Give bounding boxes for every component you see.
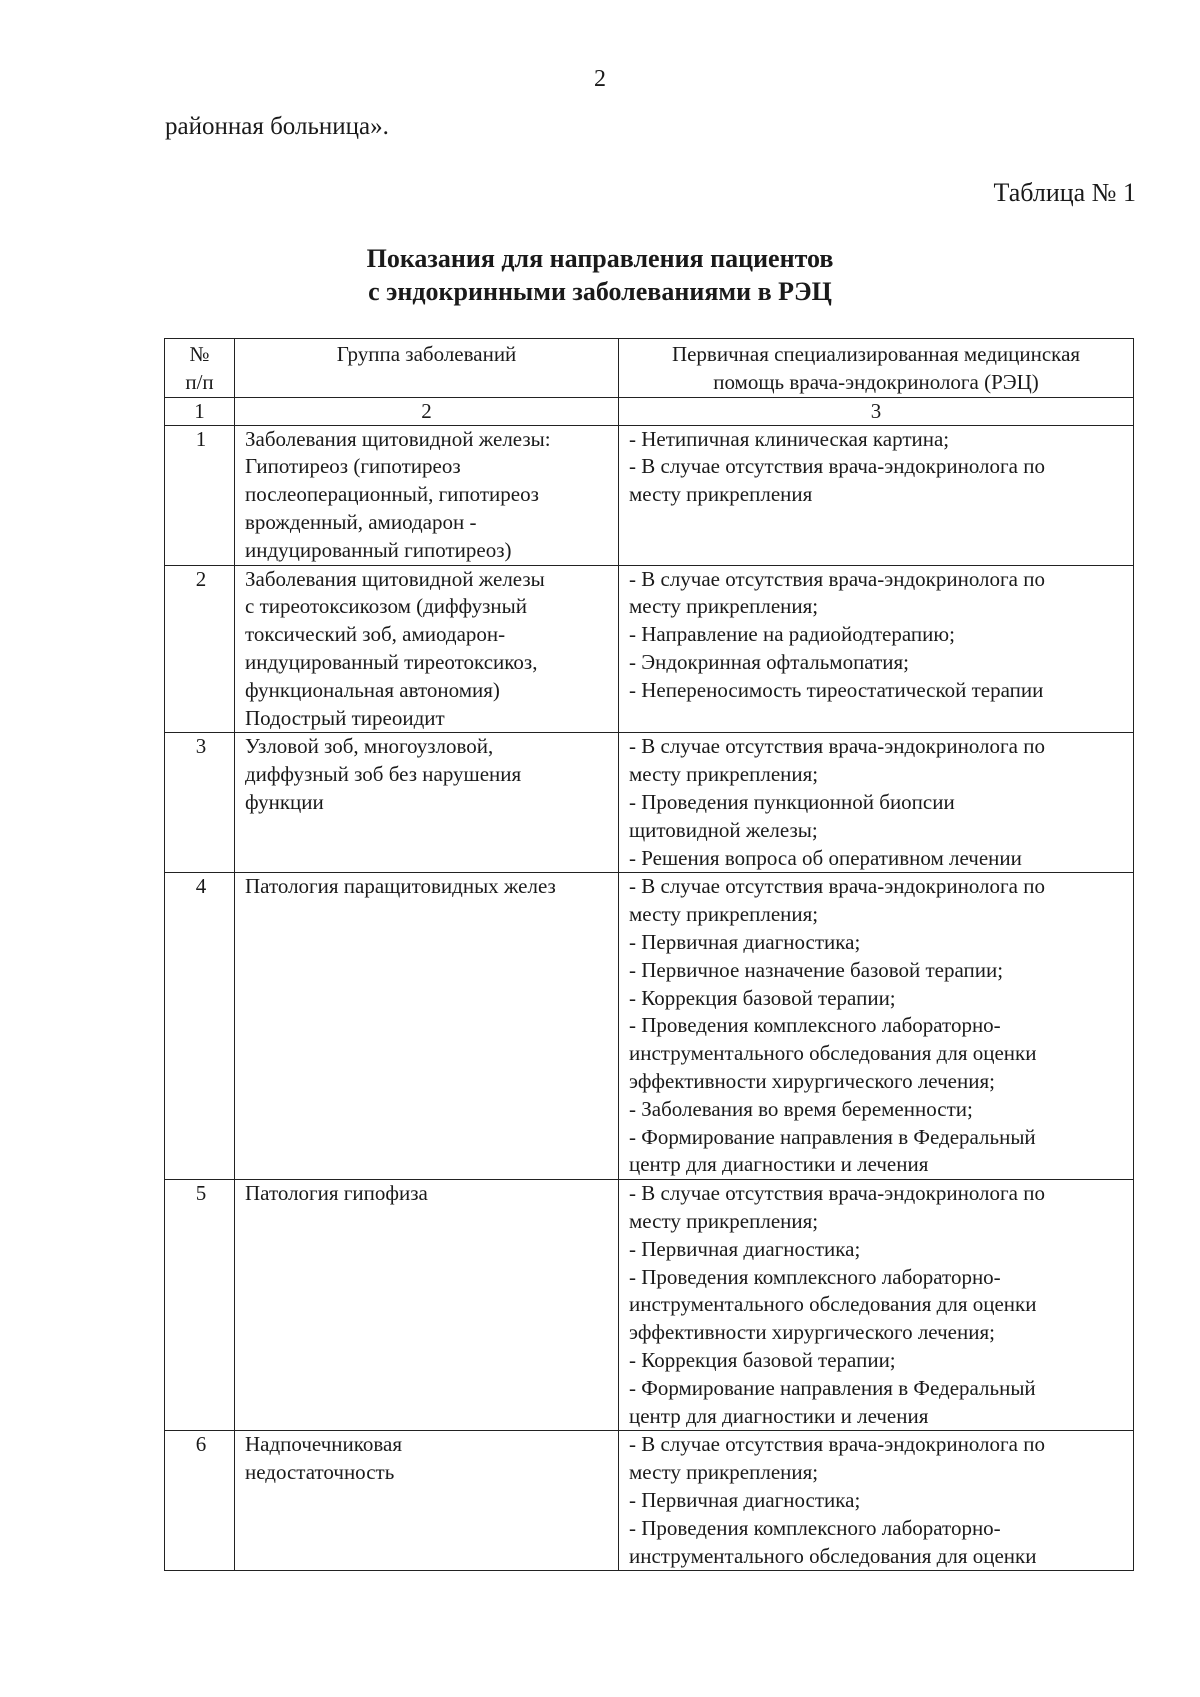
cell-line: - В случае отсутствия врача-эндокринолога по xyxy=(629,1181,1045,1206)
header-care xyxy=(619,339,1134,398)
cell-line: - В случае отсутствия врача-эндокринолога по xyxy=(629,734,1045,759)
cell-line: Надпочечниковая xyxy=(245,1432,403,1457)
cell-line: месту прикрепления; xyxy=(629,594,819,619)
cell-line: - Нетипичная клиническая картина; xyxy=(629,426,950,451)
cell-line: - Проведения комплексного лабораторно- xyxy=(629,1515,1001,1540)
cell-line: - Первичная диагностика; xyxy=(629,929,861,954)
cell-line: токсический зоб, амиодарон- xyxy=(245,622,506,647)
cell-line: месту прикрепления xyxy=(629,482,813,507)
cell-line: месту прикрепления; xyxy=(629,762,819,787)
title-line-1: Показания для направления пациентов xyxy=(366,244,834,273)
cell-line: - Направление на радиойодтерапию; xyxy=(629,622,955,647)
table-row xyxy=(165,873,1134,1180)
cell-line: с тиреотоксикозом (диффузный xyxy=(245,594,527,619)
cell-line: функции xyxy=(245,789,324,814)
cell-line: - Непереносимость тиреостатической терапии xyxy=(629,677,1044,702)
column-number-1: 1 xyxy=(165,397,235,425)
cell-line: эффективности хирургического лечения; xyxy=(629,1320,995,1345)
column-number-2: 2 xyxy=(235,397,619,425)
cell-line: - Эндокринная офтальмопатия; xyxy=(629,649,909,674)
cell-line: - Коррекция базовой терапии; xyxy=(629,985,896,1010)
cell-line: - Решения вопроса об оперативном лечении xyxy=(629,845,1022,870)
cell-line: центр для диагностики и лечения xyxy=(629,1152,929,1177)
row-number: 5 xyxy=(165,1180,235,1431)
cell-line: эффективности хирургического лечения; xyxy=(629,1068,995,1093)
cell-line: инструментального обследования для оценки xyxy=(629,1292,1037,1317)
column-number-3: 3 xyxy=(619,397,1134,425)
cell-line: центр для диагностики и лечения xyxy=(629,1403,929,1428)
cell-line: Заболевания щитовидной железы xyxy=(245,566,545,591)
cell-line: - Заболевания во время беременности; xyxy=(629,1096,973,1121)
cell-line: функциональная автономия) xyxy=(245,677,500,702)
row-number: 1 xyxy=(165,425,235,565)
cell-line: - Проведения пункционной биопсии xyxy=(629,789,955,814)
care-indications-cell xyxy=(619,1180,1134,1431)
table-row xyxy=(165,565,1134,733)
row-number: 4 xyxy=(165,873,235,1180)
cell-line: Подострый тиреоидит xyxy=(245,705,445,730)
cell-line: диффузный зоб без нарушения xyxy=(245,762,522,787)
header-number-line-1: № xyxy=(189,342,210,366)
cell-line: инструментального обследования для оценки xyxy=(629,1041,1037,1066)
table-label: Таблица № 1 xyxy=(993,178,1136,207)
cell-line: - Проведения комплексного лабораторно- xyxy=(629,1264,1001,1289)
disease-group-cell xyxy=(235,565,619,733)
cell-line: недостаточность xyxy=(245,1460,395,1485)
header-number xyxy=(165,339,235,398)
care-indications-cell xyxy=(619,873,1134,1180)
row-number: 2 xyxy=(165,565,235,733)
cell-line: послеоперационный, гипотиреоз xyxy=(245,482,539,507)
cell-line: инструментального обследования для оценки xyxy=(629,1543,1037,1568)
row-number: 3 xyxy=(165,733,235,873)
table-row xyxy=(165,733,1134,873)
page-number: 2 xyxy=(594,66,606,92)
cell-line: - Формирование направления в Федеральный xyxy=(629,1124,1036,1149)
header-number-line-2: п/п xyxy=(185,369,214,394)
care-indications-cell xyxy=(619,425,1134,565)
cell-line: - В случае отсутствия врача-эндокринолога по xyxy=(629,1432,1045,1457)
cell-line: месту прикрепления; xyxy=(629,902,819,927)
cell-line: - Формирование направления в Федеральный xyxy=(629,1375,1036,1400)
cell-line: - Первичная диагностика; xyxy=(629,1487,861,1512)
header-care-line-1: Первичная специализированная медицинская xyxy=(671,342,1081,366)
continuation-text: районная больница». xyxy=(165,113,389,140)
care-indications-cell xyxy=(619,565,1134,733)
table-row xyxy=(165,1431,1134,1571)
disease-group-cell xyxy=(235,1180,619,1431)
row-number: 6 xyxy=(165,1431,235,1571)
disease-group-cell xyxy=(235,1431,619,1571)
header-group-label: Группа заболеваний xyxy=(336,342,517,366)
cell-line: индуцированный тиреотоксикоз, xyxy=(245,649,538,674)
table-row xyxy=(165,1180,1134,1431)
title-line-2: с эндокринными заболеваниями в РЭЦ xyxy=(368,277,832,306)
cell-line: Заболевания щитовидной железы: xyxy=(245,426,551,451)
cell-line: врожденный, амиодарон - xyxy=(245,509,477,534)
cell-line: - В случае отсутствия врача-эндокринолога по xyxy=(629,566,1045,591)
cell-line: индуцированный гипотиреоз) xyxy=(245,537,512,562)
cell-line: - В случае отсутствия врача-эндокринолога по xyxy=(629,874,1045,899)
table-header-row xyxy=(165,339,1134,398)
disease-group-cell xyxy=(235,425,619,565)
indications-table xyxy=(164,338,1134,1571)
cell-line: - Первичное назначение базовой терапии; xyxy=(629,957,1004,982)
cell-line: месту прикрепления; xyxy=(629,1460,819,1485)
care-indications-cell xyxy=(619,733,1134,873)
table-row xyxy=(165,425,1134,565)
cell-line: щитовидной железы; xyxy=(629,817,818,842)
cell-line: - В случае отсутствия врача-эндокринолога по xyxy=(629,454,1045,479)
header-group xyxy=(235,339,619,398)
disease-group-cell xyxy=(235,873,619,1180)
column-number-row xyxy=(165,397,1134,425)
document-title xyxy=(0,242,1200,308)
care-indications-cell xyxy=(619,1431,1134,1571)
cell-line: Гипотиреоз (гипотиреоз xyxy=(245,454,461,479)
cell-line: - Первичная диагностика; xyxy=(629,1236,861,1261)
cell-line: месту прикрепления; xyxy=(629,1208,819,1233)
cell-line: Патология гипофиза xyxy=(245,1181,428,1206)
disease-group-cell xyxy=(235,733,619,873)
cell-line: - Коррекция базовой терапии; xyxy=(629,1347,896,1372)
cell-line: - Проведения комплексного лабораторно- xyxy=(629,1013,1001,1038)
header-care-line-2: помощь врача-эндокринолога (РЭЦ) xyxy=(713,369,1039,394)
cell-line: Патология паращитовидных желез xyxy=(245,874,556,899)
cell-line: Узловой зоб, многоузловой, xyxy=(245,734,494,759)
